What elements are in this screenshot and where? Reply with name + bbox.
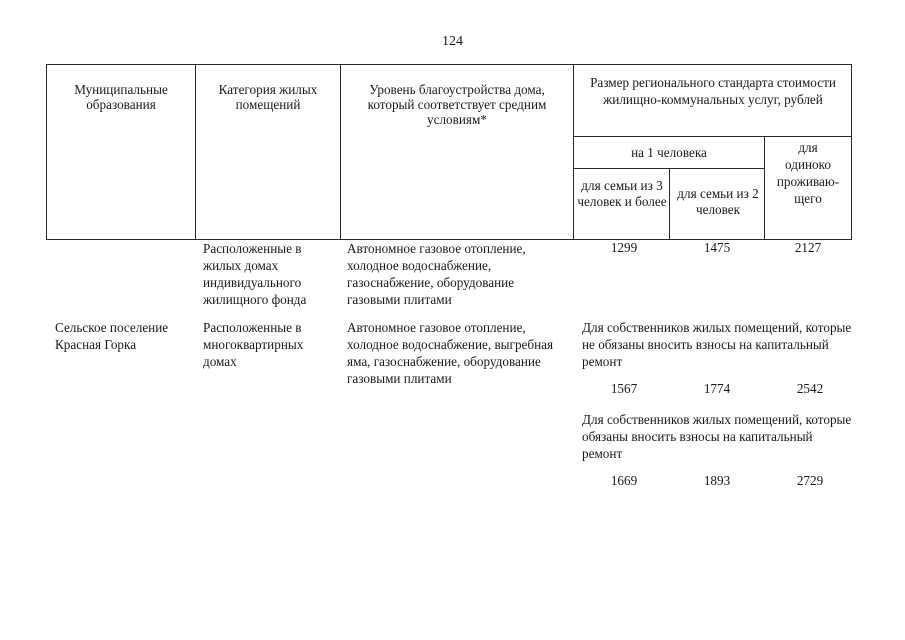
row2-group2-note: Для собственников жилых помещений, которые обязаны вносить взносы на капитальный ремонт (582, 412, 852, 461)
row1-level: Автономное газовое отопление, холодное водоснабжение, газоснабжение, оборудование газовыми плитами (347, 241, 526, 307)
row1-value-single: 2127 (794, 240, 822, 255)
row2-group2-value-family3: 1669 (610, 473, 638, 488)
header-municipality: Муниципальные образования (74, 82, 168, 112)
header-category: Категория жилых помещений (218, 82, 318, 112)
page-number: 124 (442, 34, 463, 49)
row2-category: Расположенные в многоквартирных домах (203, 320, 304, 369)
row2-level: Автономное газовое отопление, холодное водоснабжение, выгребная яма, газоснабжение, оборудование газовыми плитами (347, 320, 554, 386)
row2-group1-value-family3: 1567 (610, 381, 638, 396)
header-level: Уровень благоустройства дома, который соответствует средним условиям* (367, 82, 547, 127)
single-divider (764, 136, 765, 240)
row2-group1-note: Для собственников жилых помещений, которые не обязаны вносить взносы на капитальный ремонт (582, 320, 852, 369)
row1-value-family2: 1475 (703, 240, 731, 255)
header-per-person: на 1 человека (631, 145, 707, 160)
header-family2: для семьи из 2 человек (677, 186, 759, 217)
row2-group2-value-family2: 1893 (703, 473, 731, 488)
row2-group1-value-family2: 1774 (703, 381, 731, 396)
size-subheader-divider (573, 136, 852, 137)
col-divider-1 (195, 64, 196, 240)
header-size: Размер регионального стандарта стоимости жилищно-коммунальных услуг, рублей (590, 75, 836, 107)
col-divider-2 (340, 64, 341, 240)
row2-municipality: Сельское поселение Красная Горка (55, 320, 169, 352)
header-family3: для семьи из 3 человек и более (577, 178, 667, 209)
family-divider (669, 168, 670, 240)
table-border-right (851, 64, 852, 240)
table-border-left (46, 64, 47, 240)
table-header (46, 64, 852, 240)
table-border-top (46, 64, 852, 65)
row1-value-family3: 1299 (610, 240, 638, 255)
row1-category: Расположенные в жилых домах индивидуального жилищного фонда (203, 241, 307, 307)
row2-group2-value-single: 2729 (796, 473, 824, 488)
header-single: для одиноко проживаю-щего (776, 140, 840, 206)
row2-group1-value-single: 2542 (796, 381, 824, 396)
